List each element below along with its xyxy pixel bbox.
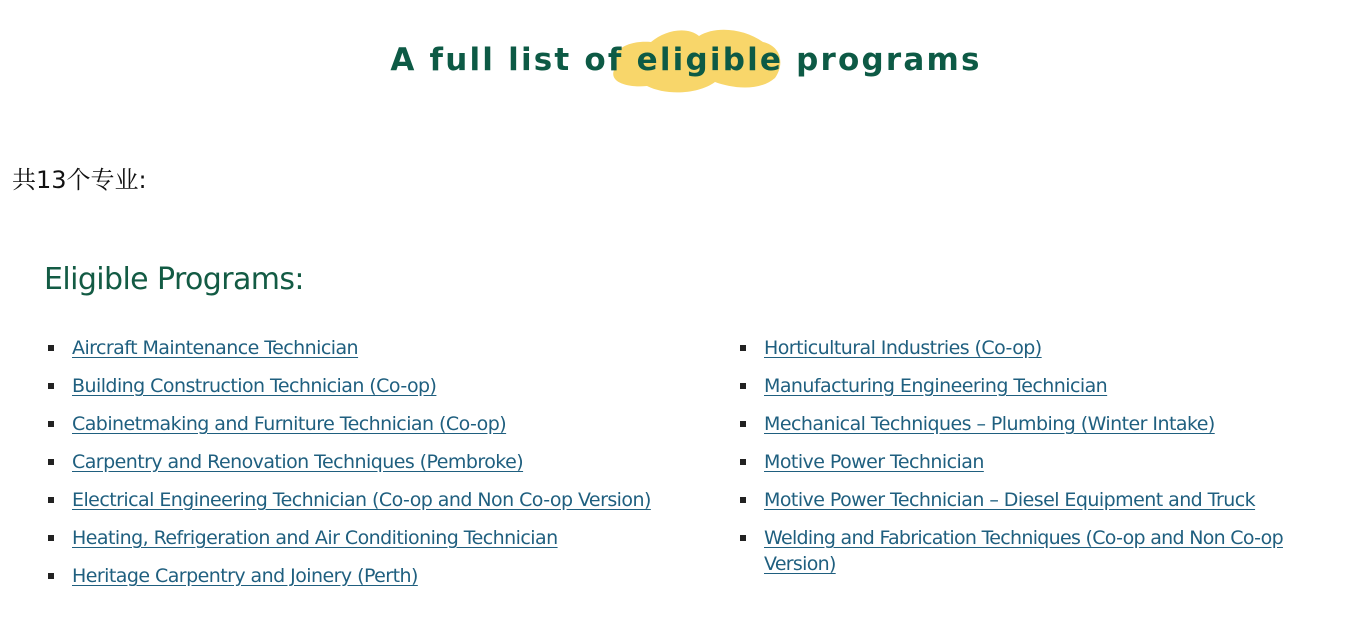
program-link[interactable]: Cabinetmaking and Furniture Technician (Co-op) bbox=[72, 413, 507, 435]
bullet-icon bbox=[740, 497, 746, 503]
bullet-icon bbox=[48, 345, 54, 351]
program-link[interactable]: Motive Power Technician – Diesel Equipment and Truck bbox=[764, 489, 1256, 511]
bullet-icon bbox=[740, 459, 746, 465]
list-item bbox=[736, 411, 1356, 437]
list-item bbox=[44, 449, 724, 475]
list-item bbox=[44, 525, 724, 551]
program-link[interactable]: Heritage Carpentry and Joinery (Perth) bbox=[72, 565, 418, 587]
bullet-icon bbox=[740, 421, 746, 427]
list-item bbox=[736, 487, 1356, 513]
bullet-icon bbox=[48, 535, 54, 541]
program-link[interactable]: Horticultural Industries (Co-op) bbox=[764, 337, 1042, 359]
bullet-icon bbox=[740, 345, 746, 351]
list-item bbox=[44, 487, 724, 513]
list-item bbox=[44, 563, 724, 589]
section-title: Eligible Programs: bbox=[44, 262, 304, 297]
program-link[interactable]: Heating, Refrigeration and Air Conditioning Technician bbox=[72, 527, 558, 549]
list-item bbox=[736, 335, 1356, 361]
page-headline: A full list of eligible programs bbox=[390, 42, 982, 78]
list-item bbox=[44, 335, 724, 361]
bullet-icon bbox=[740, 383, 746, 389]
program-link[interactable]: Manufacturing Engineering Technician bbox=[764, 375, 1108, 397]
program-list-right bbox=[736, 335, 1356, 589]
program-link[interactable]: Building Construction Technician (Co-op) bbox=[72, 375, 437, 397]
headline-section bbox=[0, 20, 1372, 100]
bullet-icon bbox=[740, 535, 746, 541]
bullet-icon bbox=[48, 383, 54, 389]
list-item bbox=[44, 411, 724, 437]
list-item bbox=[44, 373, 724, 399]
program-count-note: 共13个专业: bbox=[12, 166, 147, 194]
program-link[interactable]: Aircraft Maintenance Technician bbox=[72, 337, 359, 359]
program-link[interactable]: Welding and Fabrication Techniques (Co-op and Non Co-op Version) bbox=[764, 527, 1283, 575]
list-item bbox=[736, 373, 1356, 399]
bullet-icon bbox=[48, 459, 54, 465]
program-list-left bbox=[44, 335, 724, 601]
program-link[interactable]: Electrical Engineering Technician (Co-op and Non Co-op Version) bbox=[72, 489, 651, 511]
bullet-icon bbox=[48, 421, 54, 427]
program-link[interactable]: Motive Power Technician bbox=[764, 451, 984, 473]
bullet-icon bbox=[48, 497, 54, 503]
bullet-icon bbox=[48, 573, 54, 579]
list-item bbox=[736, 449, 1356, 475]
program-link[interactable]: Mechanical Techniques – Plumbing (Winter Intake) bbox=[764, 413, 1215, 435]
program-link[interactable]: Carpentry and Renovation Techniques (Pembroke) bbox=[72, 451, 524, 473]
list-item bbox=[736, 525, 1356, 577]
